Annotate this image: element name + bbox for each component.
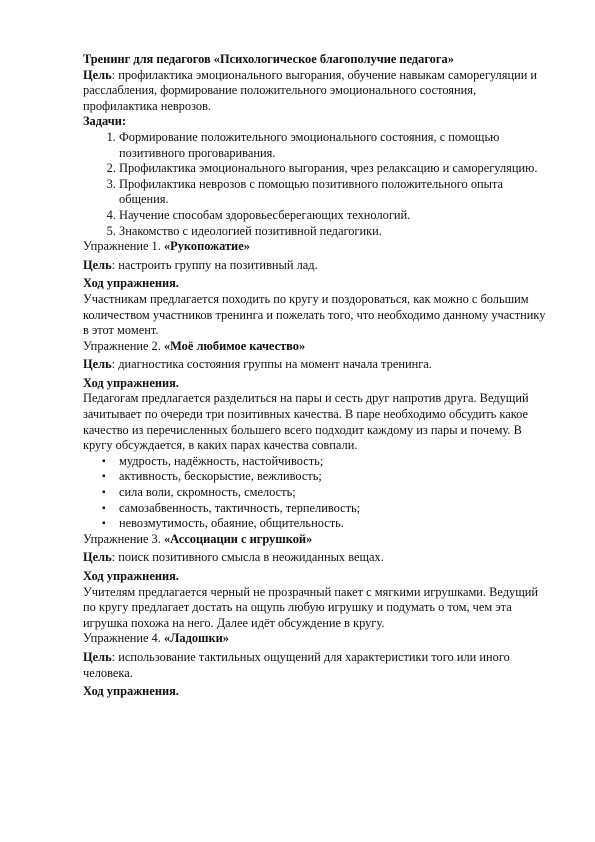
exercise-4-name: «Ладошки» (163, 631, 229, 646)
goal-label: Цель (83, 67, 112, 82)
exercise-4-course-label: Ход упражнения. (83, 684, 179, 699)
exercise-2-goal-label: Цель (83, 357, 112, 372)
exercise-1-goal-text: : настроить группу на позитивный лад. (111, 257, 318, 272)
exercise-3-goal (83, 550, 553, 566)
exercise-3-title (83, 532, 553, 548)
exercise-4-goal-text: : использование тактильных ощущений для характеристики того или иного человека. (83, 649, 510, 680)
quality-item: ▪ самозабвенность, тактичность, терпеливость; (119, 501, 553, 517)
exercise-1-name: «Рукопожатие» (163, 239, 250, 254)
goal-paragraph (83, 68, 553, 115)
exercise-4-title (83, 631, 553, 647)
exercise-4-number: Упражнение 4. (83, 631, 164, 646)
task-item: 4. Научение способам здоровьесберегающих технологий. (119, 208, 553, 224)
exercise-3-course-label: Ход упражнения. (83, 569, 179, 583)
exercise-3-text: Учителям предлагается черный не прозрачный пакет с мягкими игрушками. Ведущий по кругу предлагает достать на ощупь любую игрушку и подумать о том, чем эта игрушка похожа на него. Далее идёт обсуждение в кругу. (83, 584, 539, 630)
goal-text: : профилактика эмоционального выгорания, обучение навыкам саморегуляции и расслабления, формирование положительного эмоционального состояния, профилактика неврозов. (83, 67, 538, 113)
tasks-label: Задачи: (83, 114, 126, 129)
exercise-2-text: Педагогам предлагается разделиться на пары и сесть друг напротив друга. Ведущий зачитывает по очереди три позитивных качества. В паре необходимо обсудить какое качество из перечисленных большего всего подходит каждому из пары и почему. В кругу обсуждается, в каких парах качества совпали. (83, 391, 529, 453)
exercise-2-course-label: Ход упражнения. (83, 375, 179, 390)
exercise-3-goal-text: : поиск позитивного смысла в неожиданных вещах. (111, 550, 384, 565)
quality-item: ▪ сила воли, скромность, смелость; (119, 485, 553, 501)
exercise-2-name: «Моё любимое качество» (163, 338, 306, 353)
task-item: 5. Знакомство с идеологией позитивной педагогики. (119, 224, 553, 240)
quality-item: ▪ мудрость, надёжность, настойчивость; (119, 454, 553, 470)
exercise-2-goal-text: : диагностика состояния группы на момент начала тренинга. (111, 357, 432, 372)
qualities-list (83, 454, 553, 532)
exercise-2-number: Упражнение 2. (83, 338, 164, 353)
exercise-1-goal-label: Цель (83, 257, 112, 272)
exercise-1-number: Упражнение 1. (83, 239, 164, 254)
exercise-1-goal (83, 258, 553, 274)
exercise-2-goal (83, 357, 553, 373)
task-item: 2. Профилактика эмоционального выгорания, чрез релаксацию и саморегуляцию. (119, 161, 553, 177)
tasks-list (83, 130, 553, 239)
exercise-1-course-label: Ход упражнения. (83, 276, 179, 291)
task-item: 3. Профилактика неврозов с помощью позитивного положительного опыта общения. (119, 177, 553, 208)
quality-item: ▪ невозмутимость, обаяние, общительность. (119, 516, 553, 532)
exercise-3-number: Упражнение 3. (83, 531, 164, 546)
exercise-4-goal (83, 650, 553, 681)
exercise-3-goal-label: Цель (83, 550, 112, 565)
exercise-4-goal-label: Цель (83, 649, 112, 664)
exercise-1-text: Участникам предлагается походить по кругу и поздороваться, как можно с большим количеством участников тренинга и пожелать того, что необходимо данному участнику в этот момент. (83, 291, 546, 338)
exercise-1-title (83, 239, 553, 255)
exercise-2-title (83, 339, 553, 355)
quality-item: ▪ активность, бескорыстие, вежливость; (119, 469, 553, 485)
document-page (83, 52, 553, 700)
exercise-3-name: «Ассоциации с игрушкой» (163, 531, 313, 546)
task-item: 1. Формирование положительного эмоционального состояния, с помощью позитивного проговаривания. (119, 130, 553, 161)
document-title: Тренинг для педагогов «Психологическое благополучие педагога» (83, 52, 454, 66)
